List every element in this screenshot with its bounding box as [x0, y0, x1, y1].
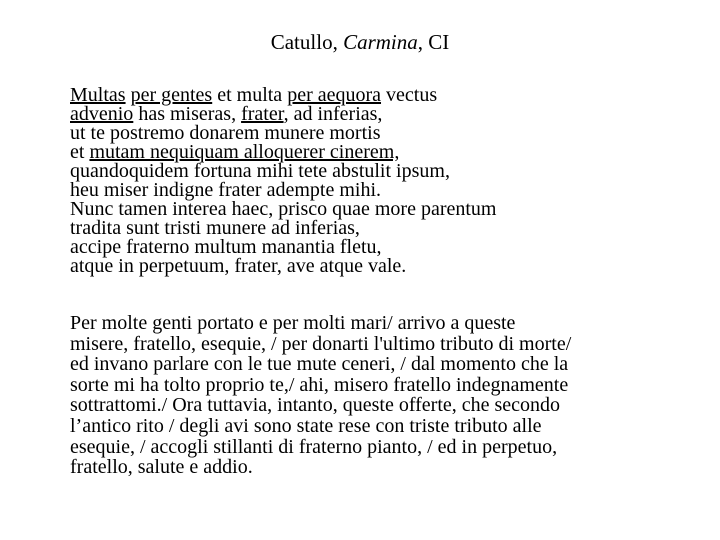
latin-phrase-mutam: mutam nequiquam alloquerer cinerem, [89, 141, 400, 163]
latin-text: heu miser indigne frater adempte mihi. [70, 179, 382, 201]
latin-text: atque in perpetuum, frater, ave atque vale. [70, 255, 407, 277]
latin-text: tradita sunt tristi munere ad inferias, [70, 217, 360, 239]
italian-line-8: fratello, salute e addio. [70, 456, 253, 479]
latin-line-10 [70, 257, 690, 276]
italian-line-1: Per molte genti portato e per molti mari/ arrivo a queste [70, 312, 516, 334]
italian-line-3: ed invano parlare con le tue mute ceneri, / dal momento che la [70, 353, 569, 376]
italian-line-5: sottrattomi./ Ora tuttavia, intanto, queste offerte, che secondo [70, 394, 561, 417]
title-author: Catullo, [270, 30, 344, 54]
latin-text: ut te postremo donarem munere mortis [70, 122, 381, 144]
title-number: , CI [417, 30, 450, 54]
latin-word-frater: frater [241, 103, 284, 125]
latin-text: , ad inferias, [283, 103, 383, 125]
latin-poem [70, 86, 690, 276]
latin-text: et [70, 141, 90, 163]
italian-line-6: l’antico rito / degli avi sono state rese con triste tributo alle [70, 414, 542, 437]
title-work: Carmina [343, 30, 418, 54]
latin-text: has miseras, [133, 103, 242, 125]
italian-translation [70, 313, 680, 478]
page-title [0, 29, 720, 55]
latin-word-multas: Multas [70, 84, 126, 106]
latin-phrase-per-gentes: per gentes [130, 84, 213, 106]
italian-line-2: misere, fratello, esequie, / per donarti l'ultimo tributo di morte/ [70, 332, 572, 355]
latin-word-advenio: advenio [70, 103, 134, 125]
latin-text: accipe fraterno multum manantia fletu, [70, 236, 382, 258]
latin-text: quandoquidem fortuna mihi tete abstulit ipsum, [70, 160, 450, 182]
latin-text: et multa [212, 84, 288, 106]
latin-text: vectus [381, 84, 438, 106]
latin-text: Nunc tamen interea haec, prisco quae more parentum [70, 198, 497, 220]
latin-phrase-per-aequora: per aequora [287, 84, 382, 106]
italian-line-4: sorte mi ha tolto proprio te,/ ahi, misero fratello indegnamente [70, 373, 569, 396]
italian-line-7: esequie, / accogli stillanti di fraterno pianto, / ed in perpetuo, [70, 435, 558, 458]
